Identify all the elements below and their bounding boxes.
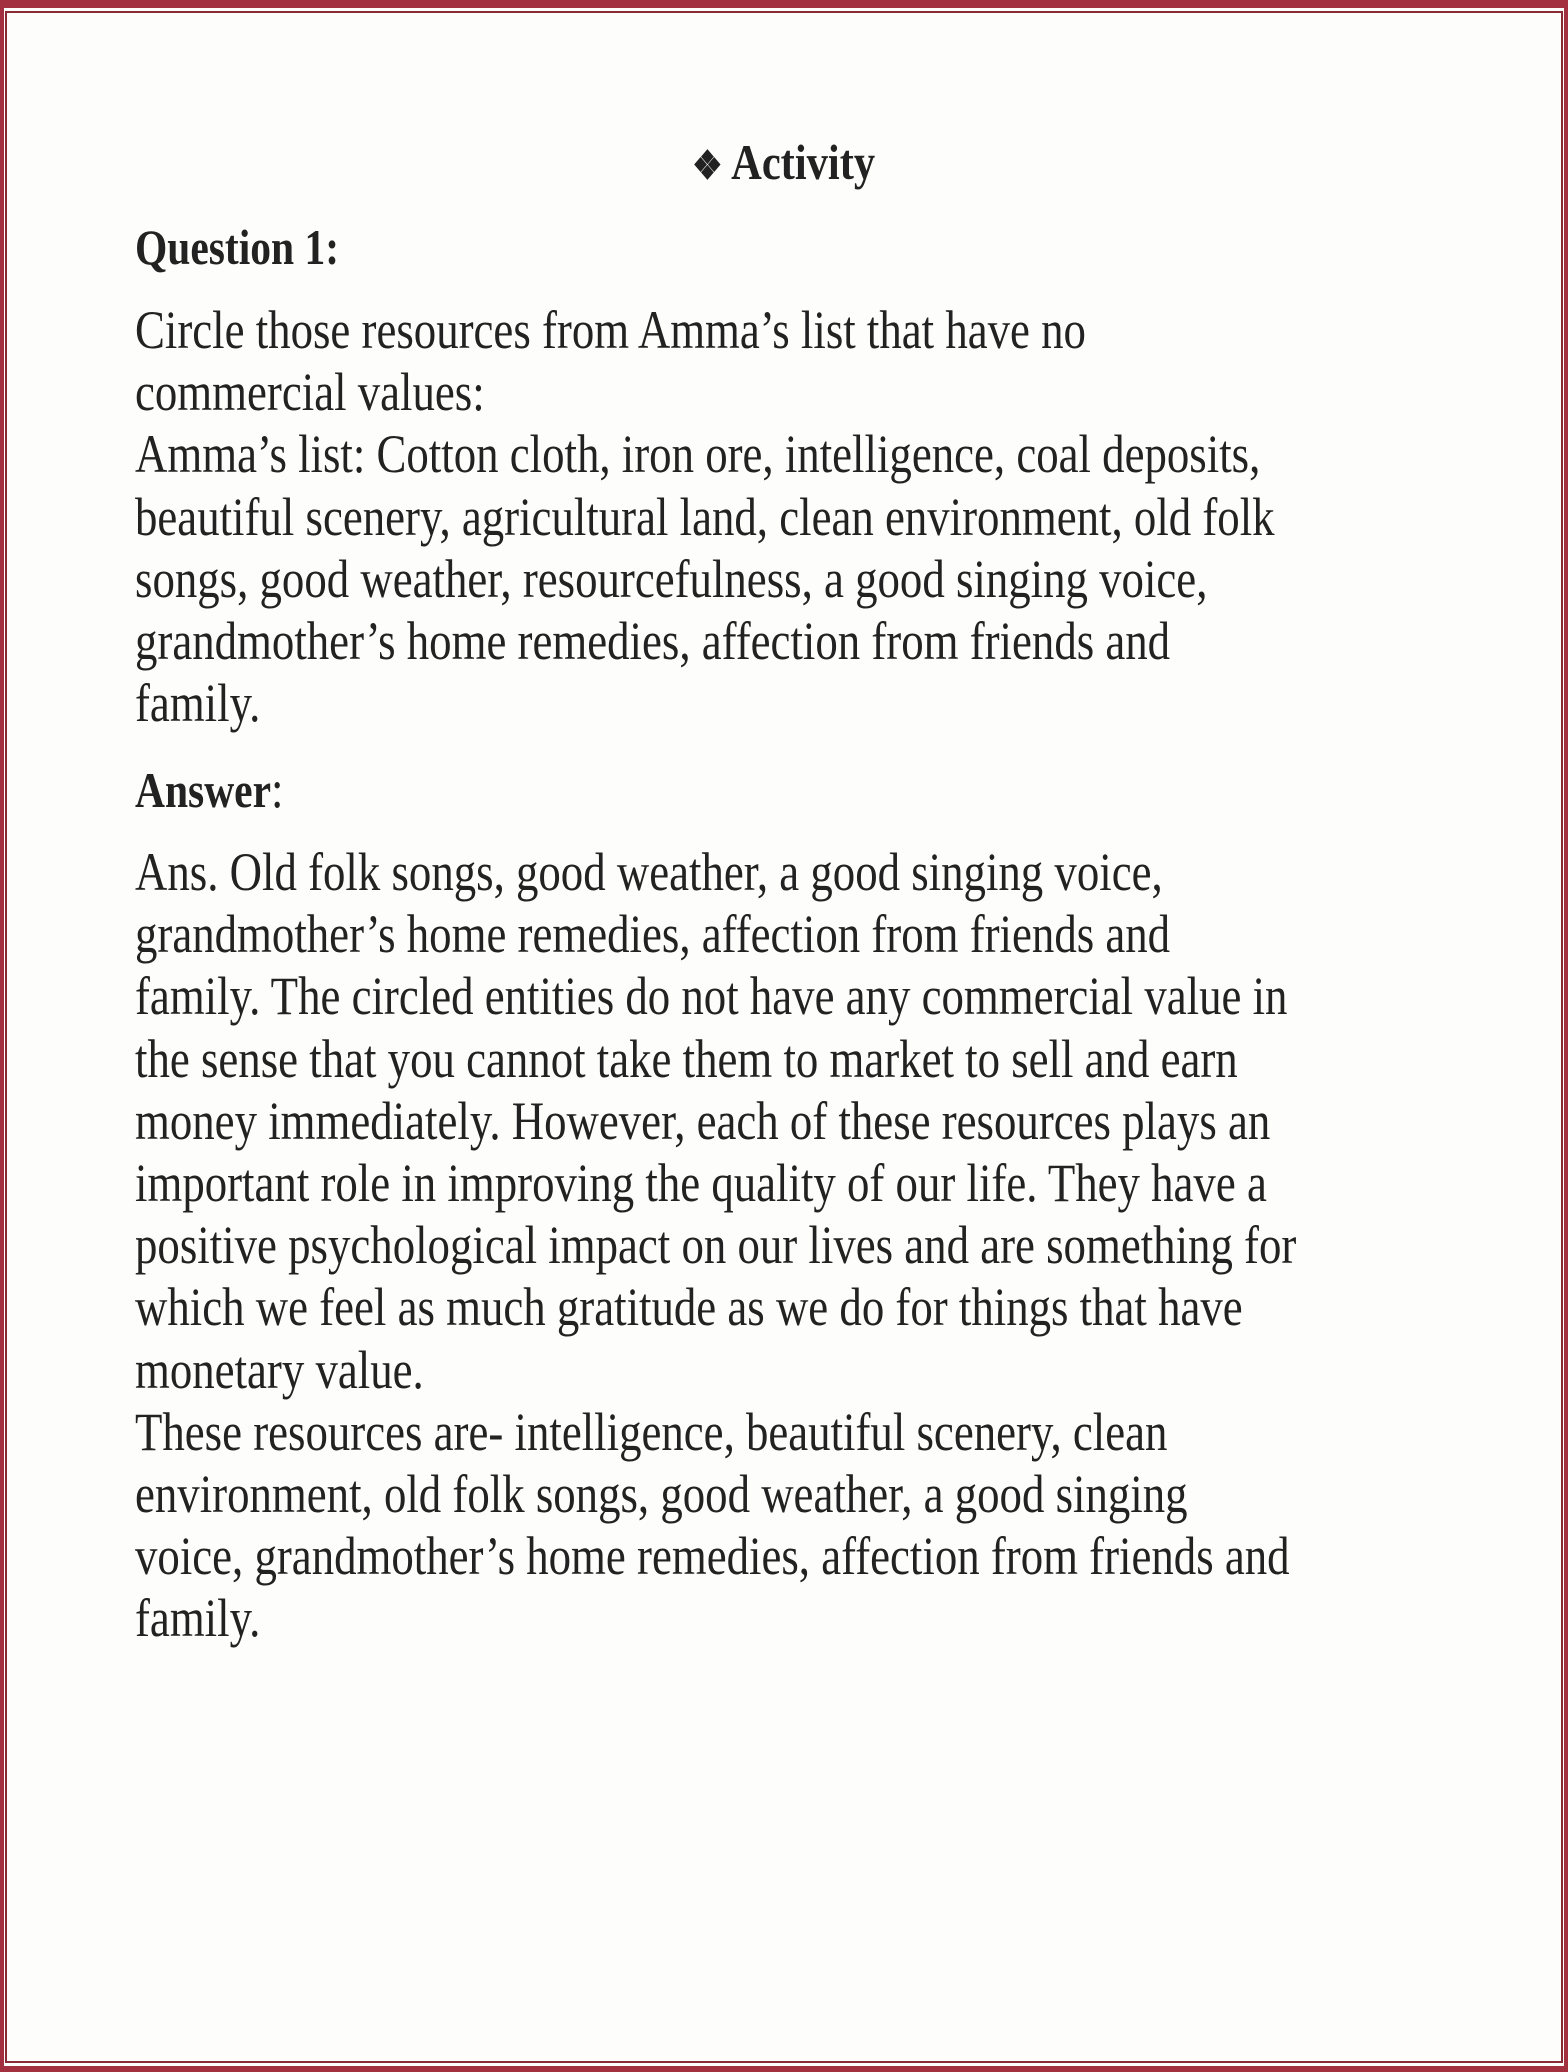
answer-text-line: voice, grandmother’s home remedies, affection from friends and [135, 1526, 1290, 1587]
question-text-line: Circle those resources from Amma’s list that have no [135, 300, 1086, 360]
question-text-line: songs, good weather, resourcefulness, a good singing voice, [135, 548, 1208, 609]
answer-text-line: positive psychological impact on our lives and are something for [135, 1215, 1297, 1276]
answer-text-line: monetary value. [135, 1339, 424, 1400]
question-text-line: beautiful scenery, agricultural land, clean environment, old folk [135, 486, 1275, 547]
four-diamonds-icon: ❖ [692, 143, 723, 188]
answer-label-colon: : [271, 759, 284, 819]
question-text-line: family. [135, 673, 261, 734]
activity-title: Activity [731, 134, 876, 190]
answer-label [135, 758, 283, 820]
question-text-line: Amma’s list: Cotton cloth, iron ore, intelligence, coal deposits, [135, 424, 1261, 485]
answer-text-line: family. The circled entities do not have any commercial value in [135, 966, 1288, 1027]
answer-text-line: family. [135, 1588, 261, 1649]
question-label: Question 1: [135, 219, 340, 275]
activity-heading [0, 131, 1568, 193]
answer-text-line: the sense that you cannot take them to market to sell and earn [135, 1028, 1238, 1089]
answer-label-text: Answer [135, 762, 272, 818]
answer-text-line: money immediately. However, each of these resources plays an [135, 1090, 1271, 1151]
answer-text-line: Ans. Old folk songs, good weather, a good singing voice, [135, 842, 1163, 902]
question-text-line: grandmother’s home remedies, affection from friends and [135, 611, 1171, 671]
answer-text-line: which we feel as much gratitude as we do for things that have [135, 1277, 1243, 1338]
answer-text-line: grandmother’s home remedies, affection from friends and [135, 904, 1171, 965]
answer-text-line: important role in improving the quality of our life. They have a [135, 1153, 1267, 1213]
answer-text-line: environment, old folk songs, good weather, a good singing [135, 1464, 1188, 1524]
answer-text-line: These resources are- intelligence, beautiful scenery, clean [135, 1401, 1168, 1462]
question-text-line: commercial values: [135, 362, 485, 423]
